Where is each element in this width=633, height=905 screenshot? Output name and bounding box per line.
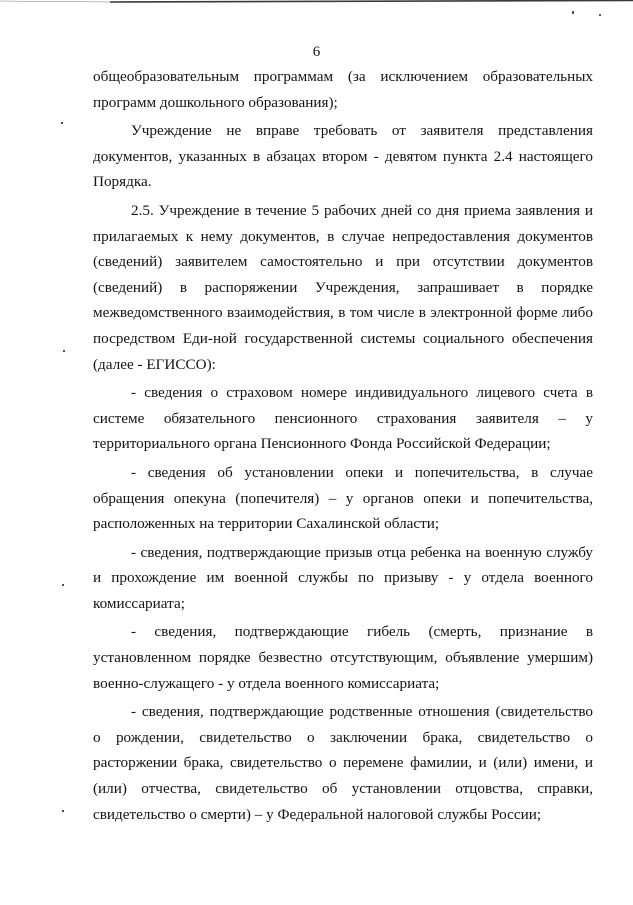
list-item-serviceman-death-info: - сведения, подтверждающие гибель (смерть, признание в установленном порядке безвестно отсутствующим, объявление умершим) военно-служащего - у отдела военного комиссариата; xyxy=(93,623,593,692)
document-body xyxy=(93,64,593,827)
list-item-kinship-info: - сведения, подтверждающие родственные отношения (свидетельство о рождении, свидетельство о заключении брака, свидетельство о расторжении брака, свидетельство о перемене фамилии, и (или) имени, и (или) отчества, свидетельство об установлении отцовства, справки, свидетельство о смерти) – у Федеральной налоговой службы России; xyxy=(93,703,593,823)
paragraph-programs-continuation: общеобразовательным программам (за исключением образовательных программ дошкольного образования); xyxy=(93,68,593,111)
page-number: 6 xyxy=(312,44,321,60)
scan-speck xyxy=(62,584,64,586)
scan-speck xyxy=(61,122,63,124)
scan-speck xyxy=(63,350,65,352)
scan-speck xyxy=(62,810,64,812)
paragraph-no-demand-documents: Учреждение не вправе требовать от заявителя представления документов, указанных в абзацах втором - девятом пункта 2.4 настоящего Порядка. xyxy=(93,122,593,191)
paragraph-2-5-interagency-request: 2.5. Учреждение в течение 5 рабочих дней со дня приема заявления и прилагаемых к нему документов, в случае непредоставления документов (сведений) заявителем самостоятельно и при отсутствии документов (сведений) в распоряжении Учреждения, запрашивает в порядке межведомственного взаимодействия, в том числе в электронной форме либо посредством Еди-ной государственной системы социального обеспечения (далее - ЕГИССО): xyxy=(93,201,593,373)
list-item-snils-info: - сведения о страховом номере индивидуального лицевого счета в системе обязательного пенсионного страхования заявителя – у территориального органа Пенсионного Фонда Российской Федерации; xyxy=(93,384,593,453)
list-item-guardianship-info: - сведения об установлении опеки и попечительства, в случае обращения опекуна (попечителя) – у органов опеки и попечительства, расположенных на территории Сахалинской области; xyxy=(93,463,593,533)
list-item-military-conscription-info: - сведения, подтверждающие призыв отца ребенка на военную службу и прохождение им военной службы по призыву - у отдела военного комиссариата; xyxy=(93,543,593,612)
scan-speck xyxy=(572,11,574,14)
scan-speck xyxy=(599,14,601,16)
